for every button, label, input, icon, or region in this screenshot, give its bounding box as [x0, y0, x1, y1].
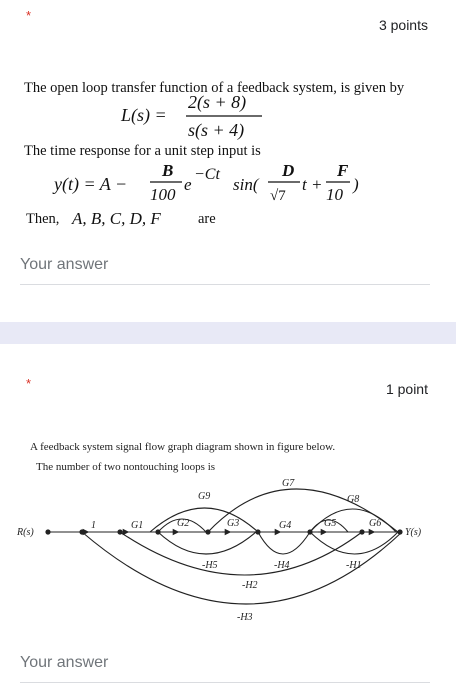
h4-branch [258, 532, 310, 554]
q1-then-prefix: Then, [26, 211, 60, 227]
g9-label: G9 [198, 491, 211, 502]
response-sqrt7: √7 [270, 188, 286, 204]
signal-flow-graph-image [0, 344, 456, 644]
g4-label: G4 [279, 520, 292, 531]
response-e: e [184, 175, 192, 194]
h5-branch [158, 532, 256, 554]
tf-denominator: s(s + 4) [188, 120, 245, 140]
response-10: 10 [326, 185, 343, 204]
points-label: 3 points [378, 17, 428, 33]
h2-branch [120, 532, 362, 575]
unity-gain-label: 1 [91, 520, 96, 531]
h5-label: -H5 [202, 560, 218, 571]
question-card-1 [0, 0, 456, 322]
q2-statement-line-2: The number of two nontouching loops is [36, 461, 216, 473]
response-sin: sin( [233, 175, 259, 194]
q1-unknown-variables: A, B, C, D, F [72, 209, 161, 228]
response-lhs: y(t) = A − [54, 174, 128, 194]
response-f: F [337, 161, 349, 180]
g5-label: G5 [324, 518, 337, 529]
answer-underline-1 [20, 284, 430, 285]
answer-input-1[interactable]: Your answer [20, 256, 109, 273]
g6-label: G6 [369, 518, 382, 529]
required-asterisk: * [26, 8, 32, 23]
tf-lhs: L(s) = [121, 105, 167, 125]
g8-label: G8 [347, 494, 360, 505]
response-100: 100 [150, 185, 176, 204]
h3-label: -H3 [237, 612, 253, 623]
g7-label: G7 [282, 478, 295, 489]
h4-label: -H4 [274, 560, 290, 571]
tf-numerator: 2(s + 8) [188, 92, 247, 112]
g2-label: G2 [177, 518, 190, 529]
required-asterisk: * [26, 376, 32, 391]
question-card-2 [0, 344, 456, 700]
response-b: B [162, 161, 174, 180]
input-label: R(s) [17, 527, 34, 538]
q1-statement-line-1: The open loop transfer function of a feedback system, is given by [24, 80, 405, 96]
h2-label: -H2 [242, 580, 258, 591]
section-separator [0, 322, 456, 344]
response-exponent: −Ct [194, 166, 220, 183]
output-label: Y(s) [405, 527, 422, 538]
g1-label: G1 [131, 520, 144, 531]
h1-label: -H1 [346, 560, 362, 571]
q1-statement-line-2: The time response for a unit step input is [24, 143, 261, 159]
q1-then-suffix: are [198, 211, 216, 227]
answer-underline-2 [20, 682, 430, 683]
signal-flow-graph [48, 489, 402, 604]
question-1-image [0, 0, 456, 240]
response-t-plus: t + [302, 175, 323, 194]
q2-statement-line-1: A feedback system signal flow graph diagram shown in figure below. [30, 441, 336, 453]
response-d: D [282, 161, 295, 180]
g9-branch [150, 508, 258, 532]
h1-branch [310, 532, 398, 554]
points-label: 1 point [385, 381, 428, 397]
answer-input-2[interactable]: Your answer [20, 654, 109, 671]
response-close-paren: ) [353, 175, 359, 194]
g3-label: G3 [227, 518, 240, 529]
